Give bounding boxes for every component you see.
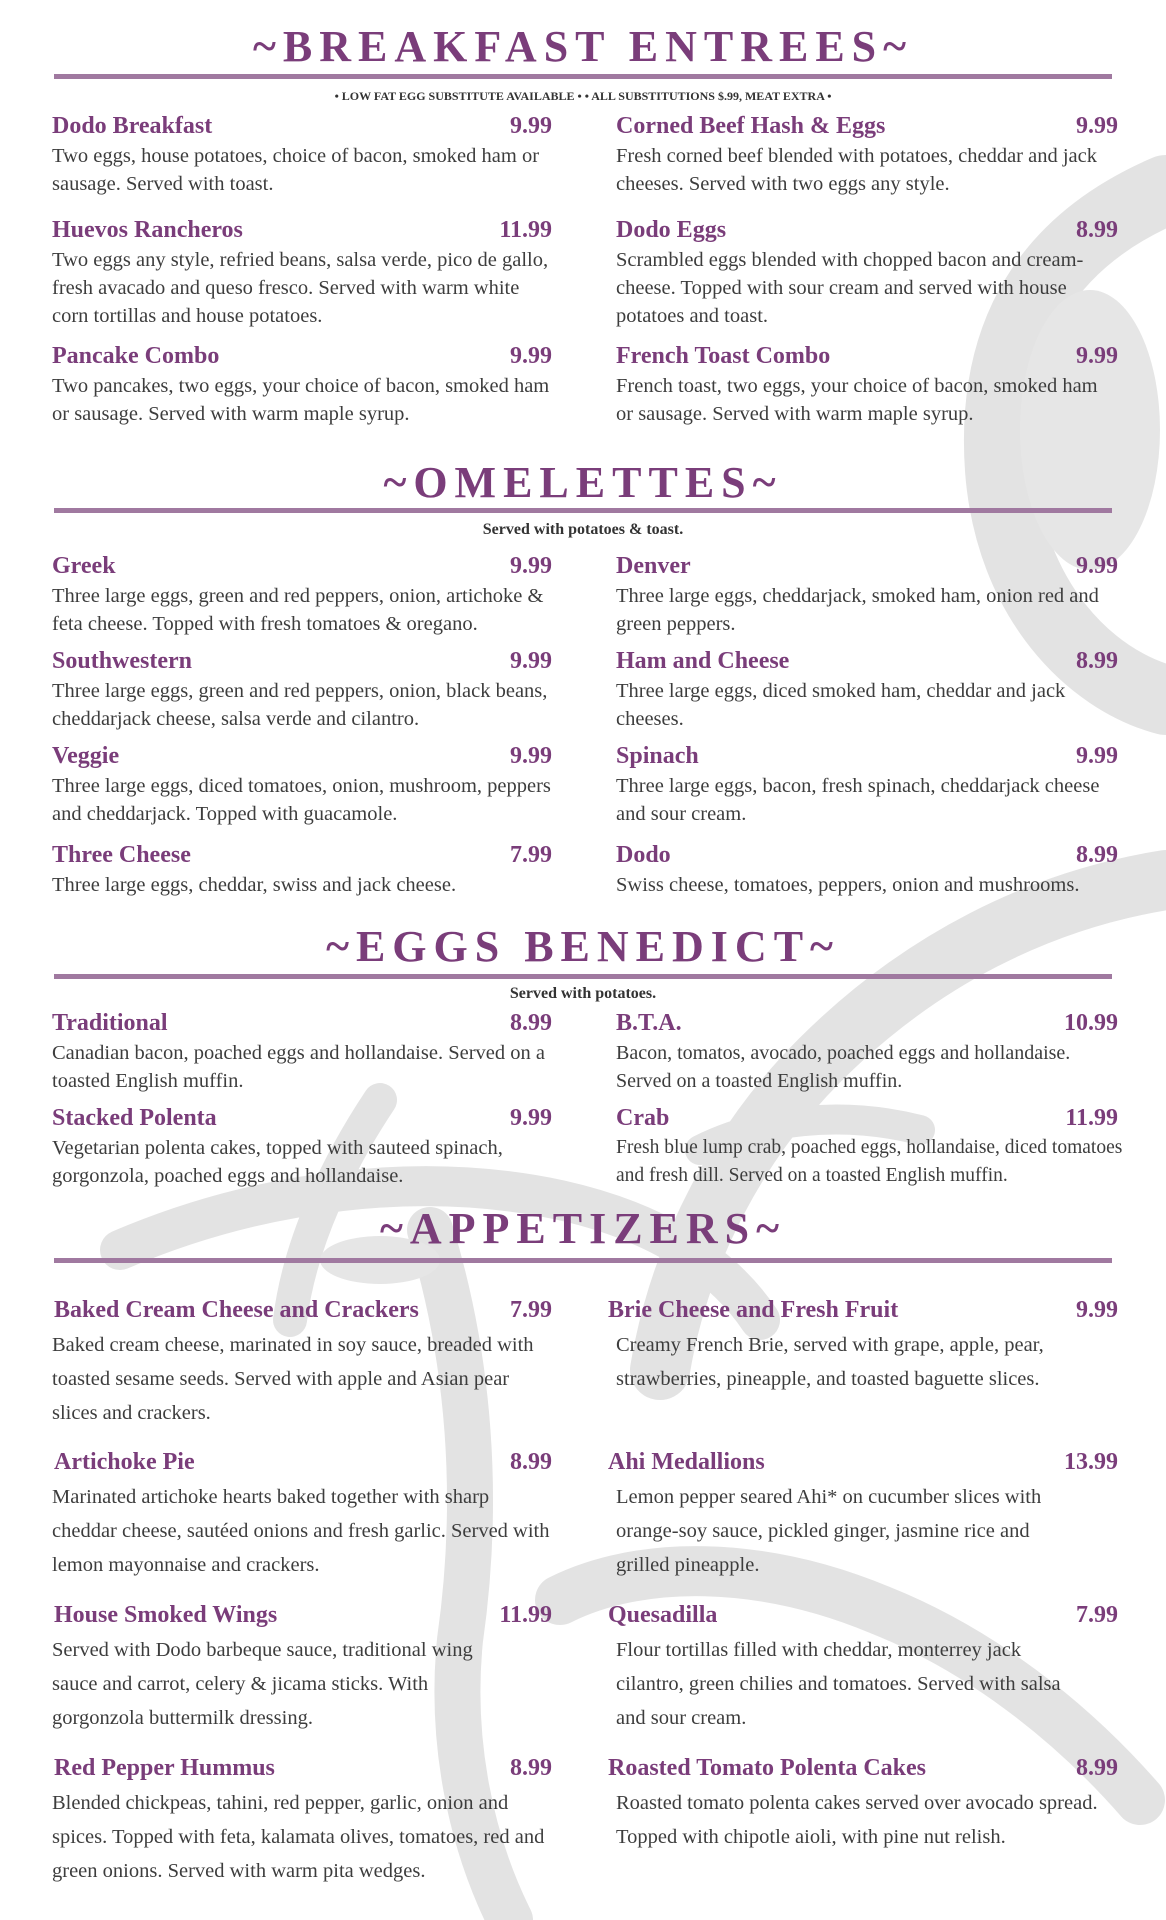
item-price: 9.99 <box>1076 1297 1118 1323</box>
item-name: Stacked Polenta <box>52 1105 217 1131</box>
item-price: 7.99 <box>510 842 552 868</box>
menu-item <box>616 645 1118 733</box>
menu-item <box>52 1750 552 1888</box>
item-description: Three large eggs, diced smoked ham, cheddar and jack cheeses. <box>616 680 1066 730</box>
item-name: Greek <box>52 553 116 579</box>
item-description: Bacon, tomatos, avocado, poached eggs and hollandaise. Served on a toasted English muffin. <box>616 1042 1071 1092</box>
item-description: Canadian bacon, poached eggs and hollandaise. Served on a toasted English muffin. <box>52 1042 545 1092</box>
menu-item <box>52 1007 552 1095</box>
menu-item <box>52 1597 552 1735</box>
item-price: 9.99 <box>510 648 552 674</box>
menu-item <box>616 340 1118 428</box>
item-description: Vegetarian polenta cakes, topped with sauteed spinach, gorgonzola, poached eggs and hollandaise. <box>52 1137 503 1187</box>
item-description: Flour tortillas filled with cheddar, monterrey jack cilantro, green chilies and tomatoes. Served with salsa and sour cream. <box>616 1639 1061 1729</box>
menu-item <box>616 550 1118 638</box>
item-name: Veggie <box>52 743 120 769</box>
menu-item <box>52 214 552 330</box>
item-name: Ahi Medallions <box>608 1449 765 1475</box>
item-name: French Toast Combo <box>616 343 831 369</box>
item-price: 9.99 <box>510 553 552 579</box>
item-description: Two eggs, house potatoes, choice of bacon, smoked ham or sausage. Served with toast. <box>52 145 540 195</box>
section-title-breakfast: ~BREAKFAST ENTREES~ <box>252 22 914 71</box>
item-description: Three large eggs, bacon, fresh spinach, cheddarjack cheese and sour cream. <box>616 775 1100 825</box>
item-name: House Smoked Wings <box>54 1602 278 1628</box>
item-name: Brie Cheese and Fresh Fruit <box>608 1297 899 1323</box>
section-divider <box>54 508 1112 513</box>
item-description: Two eggs any style, refried beans, salsa verde, pico de gallo, fresh avacado and queso fresco. Served with warm white corn tortillas and house potatoes. <box>52 249 549 327</box>
item-name: Ham and Cheese <box>616 648 790 674</box>
item-name: Roasted Tomato Polenta Cakes <box>608 1755 927 1781</box>
item-description: Lemon pepper seared Ahi* on cucumber slices with orange-soy sauce, pickled ginger, jasmine rice and grilled pineapple. <box>616 1486 1042 1576</box>
menu-item <box>52 740 552 828</box>
item-description: Three large eggs, cheddarjack, smoked ham, onion red and green peppers. <box>616 585 1099 635</box>
menu-item <box>608 1292 1118 1396</box>
item-description: Scrambled eggs blended with chopped bacon and cream-cheese. Topped with sour cream and served with house potatoes and toast. <box>616 249 1084 327</box>
item-price: 9.99 <box>510 1105 552 1131</box>
item-price: 9.99 <box>510 743 552 769</box>
item-name: Corned Beef Hash & Eggs <box>616 113 886 139</box>
item-name: Red Pepper Hummus <box>54 1755 275 1781</box>
item-price: 8.99 <box>1076 1755 1118 1781</box>
item-name: Dodo <box>616 842 671 868</box>
item-price: 11.99 <box>499 217 552 243</box>
item-name: Artichoke Pie <box>54 1449 195 1475</box>
item-name: Traditional <box>52 1010 168 1036</box>
item-price: 8.99 <box>510 1755 552 1781</box>
item-name: Dodo Eggs <box>616 217 727 243</box>
item-description: Baked cream cheese, marinated in soy sauce, breaded with toasted sesame seeds. Served with apple and Asian pear slices and crackers. <box>52 1334 534 1424</box>
menu-item <box>616 1007 1128 1095</box>
menu-item <box>52 645 552 733</box>
item-price: 11.99 <box>1065 1105 1118 1131</box>
section-title-omelettes: ~OMELETTES~ <box>383 458 783 507</box>
item-name: Huevos Rancheros <box>52 217 243 243</box>
item-price: 11.99 <box>499 1602 552 1628</box>
item-price: 9.99 <box>1076 113 1118 139</box>
item-price: 9.99 <box>510 113 552 139</box>
item-description: Three large eggs, green and red peppers, onion, artichoke & feta cheese. Topped with fresh tomatoes & oregano. <box>52 585 544 635</box>
menu-item <box>616 740 1118 828</box>
item-description: Blended chickpeas, tahini, red pepper, garlic, onion and spices. Topped with feta, kalamata olives, tomatoes, red and green onions. Served with warm pita wedges. <box>52 1792 545 1882</box>
item-price: 8.99 <box>510 1449 552 1475</box>
item-description: Two pancakes, two eggs, your choice of bacon, smoked ham or sausage. Served with warm maple syrup. <box>52 375 550 425</box>
section-divider <box>54 74 1112 79</box>
item-price: 9.99 <box>1076 343 1118 369</box>
item-name: Dodo Breakfast <box>52 113 213 139</box>
menu-item <box>52 1292 552 1430</box>
breakfast-note: • LOW FAT EGG SUBSTITUTE AVAILABLE • • ALL SUBSTITUTIONS $.99, MEAT EXTRA • <box>334 89 832 103</box>
item-price: 8.99 <box>510 1010 552 1036</box>
section-title-benedict: ~EGGS BENEDICT~ <box>326 922 840 971</box>
section-divider <box>54 1258 1112 1263</box>
omelettes-note: Served with potatoes & toast. <box>482 521 684 538</box>
menu-item <box>608 1597 1118 1735</box>
item-description: Three large eggs, cheddar, swiss and jack cheese. <box>52 874 457 896</box>
item-description: Marinated artichoke hearts baked together with sharp cheddar cheese, sautéed onions and fresh garlic. Served with lemon mayonnaise and crackers. <box>52 1486 550 1576</box>
menu-item <box>52 110 552 198</box>
menu-item <box>616 214 1118 330</box>
menu-item <box>608 1750 1118 1854</box>
item-description: Roasted tomato polenta cakes served over avocado spread. Topped with chipotle aioli, with pine nut relish. <box>616 1792 1098 1848</box>
item-name: Denver <box>616 553 691 579</box>
item-description: Fresh corned beef blended with potatoes, cheddar and jack cheeses. Served with two eggs any style. <box>616 145 1097 195</box>
section-divider <box>54 974 1112 979</box>
item-name: Three Cheese <box>52 842 191 868</box>
item-name: Baked Cream Cheese and Crackers <box>54 1297 419 1323</box>
menu-item <box>52 839 552 899</box>
item-name: B.T.A. <box>616 1010 682 1036</box>
item-price: 9.99 <box>1076 743 1118 769</box>
item-description: Three large eggs, diced tomatoes, onion, mushroom, peppers and cheddarjack. Topped with guacamole. <box>52 775 551 825</box>
item-name: Pancake Combo <box>52 343 220 369</box>
menu-item <box>616 110 1118 198</box>
benedict-note: Served with potatoes. <box>509 985 657 1002</box>
item-description: Creamy French Brie, served with grape, apple, pear, strawberries, pineapple, and toasted baguette slices. <box>616 1334 1044 1390</box>
menu-item <box>52 340 552 428</box>
item-name: Southwestern <box>52 648 193 674</box>
item-description: Three large eggs, green and red peppers, onion, black beans, cheddarjack cheese, salsa verde and cilantro. <box>52 680 548 730</box>
menu-item <box>616 839 1118 899</box>
item-price: 9.99 <box>510 343 552 369</box>
item-price: 7.99 <box>1076 1602 1118 1628</box>
item-description: Fresh blue lump crab, poached eggs, hollandaise, diced tomatoes and fresh dill. Served on a toasted English muffin. <box>616 1137 1123 1186</box>
menu-item <box>616 1102 1136 1190</box>
item-description: French toast, two eggs, your choice of bacon, smoked ham or sausage. Served with warm maple syrup. <box>616 375 1098 425</box>
item-description: Served with Dodo barbeque sauce, traditional wing sauce and carrot, celery & jicama sticks. With gorgonzola buttermilk dressing. <box>52 1639 473 1729</box>
item-price: 10.99 <box>1064 1010 1118 1036</box>
menu-item <box>52 1444 552 1582</box>
item-description: Swiss cheese, tomatoes, peppers, onion and mushrooms. <box>616 874 1080 896</box>
section-title-appetizers: ~APPETIZERS~ <box>379 1204 787 1253</box>
menu-item <box>52 1102 552 1190</box>
item-price: 9.99 <box>1076 553 1118 579</box>
item-name: Crab <box>616 1105 670 1131</box>
menu-item <box>52 550 552 638</box>
item-price: 13.99 <box>1064 1449 1118 1475</box>
menu-item <box>608 1444 1118 1582</box>
item-price: 8.99 <box>1076 842 1118 868</box>
item-price: 8.99 <box>1076 217 1118 243</box>
item-name: Quesadilla <box>608 1602 718 1628</box>
item-name: Spinach <box>616 743 699 769</box>
item-price: 7.99 <box>510 1297 552 1323</box>
item-price: 8.99 <box>1076 648 1118 674</box>
